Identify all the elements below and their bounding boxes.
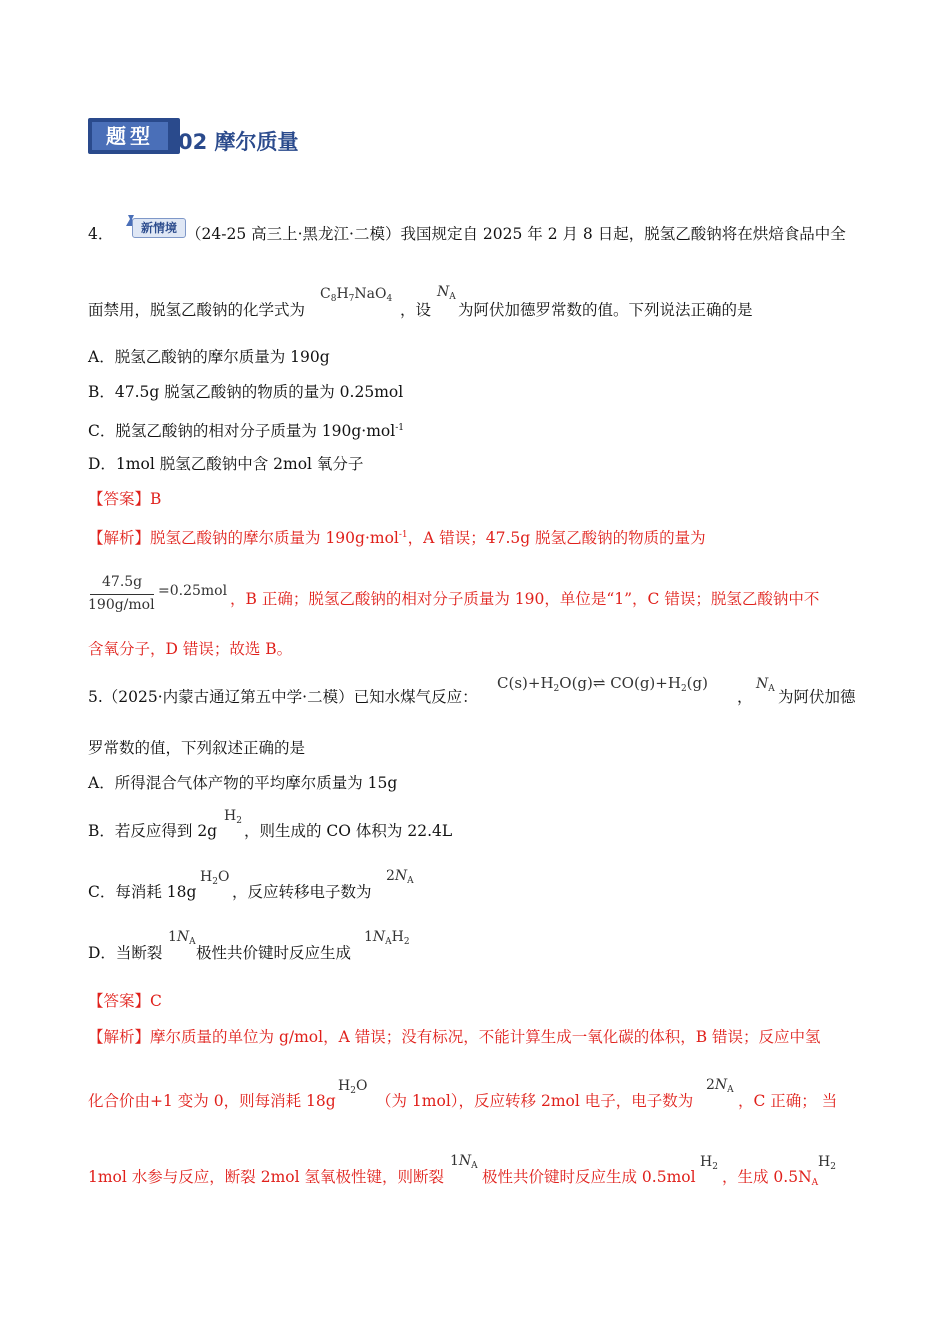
q4-formula: $C_8H_7NaO_4$ (320, 286, 393, 304)
q4-option-d: D．1mol 脱氢乙酸钠中含 2mol 氧分子 (88, 455, 364, 473)
q5-analysis-line2b: （为 1mol），反应转移 2mol 电子，电子数为 (376, 1092, 694, 1110)
q5-analysis-line3c: ，生成 $0.5N_A$ (722, 1168, 819, 1188)
q5-analysis-line3a: 1mol 水参与反应，断裂 2mol 氢氧极性键，则断裂 (88, 1168, 444, 1186)
q4-stem-line2b: ，设 (400, 301, 432, 319)
q5-analysis-line3b: 极性共价键时反应生成 0.5mol (482, 1168, 696, 1186)
q5-option-a: A．所得混合气体产物的平均摩尔质量为 15g (88, 774, 398, 792)
q5-stem-line2: 罗常数的值，下列叙述正确的是 (88, 739, 306, 757)
q5-analysis-number2: $1N_A$ (450, 1153, 478, 1171)
q5-stem-line1a: 5.（2025·内蒙古通辽第五中学·二模）已知水煤气反应： (88, 688, 478, 706)
q5-option-c-number: $2N_A$ (386, 868, 414, 886)
q4-analysis-line1: 【解析】脱氢乙酸钠的摩尔质量为 190g·mol$^{-1}$，A 错误；47.5g 脱氢乙酸钠的物质的量为 (88, 529, 706, 547)
section-badge-label: 题型 (92, 122, 168, 150)
q5-analysis-formula: $H_2O$ (338, 1078, 368, 1096)
q5-analysis-line2a: 化合价由+1 变为 0，则每消耗 18g (88, 1092, 336, 1110)
q4-na-symbol: $N_A$ (437, 284, 456, 302)
q5-stem-comma: ， (737, 688, 753, 706)
q4-option-a: A．脱氢乙酸钠的摩尔质量为 190g (88, 348, 330, 366)
q5-analysis-formula2: $H_2$ (700, 1154, 718, 1172)
q4-stem-line1: （24-25 高三上·黑龙江·二模）我国规定自 2025 年 2 月 8 日起，脱氢乙酸钠将在烘焙食品中全 (186, 225, 846, 243)
q4-option-c: C．脱氢乙酸钠的相对分子质量为 190g·mol$^{-1}$ (88, 422, 404, 440)
q5-analysis-line2c: ，C 正确； 当 (738, 1092, 838, 1110)
q5-option-c-a: C．每消耗 18g (88, 883, 197, 901)
q4-number: 4． (88, 225, 114, 243)
q5-stem-line1c: 为阿伏加德 (778, 688, 856, 706)
new-context-label: 新情境 (132, 218, 186, 238)
q5-option-d-product: $1N_AH_2$ (364, 929, 410, 947)
fraction-bar (90, 594, 154, 595)
q4-answer: 【答案】B (88, 490, 162, 508)
q5-option-d-b: 极性共价键时反应生成 (196, 944, 352, 962)
q5-reaction: $C(s)+H_2O(g)\rightleftharpoons$ $CO(g)+H_2(g)$ (497, 674, 708, 694)
q5-option-d-a: D．当断裂 (88, 944, 163, 962)
section-badge (88, 118, 180, 154)
q5-option-c-b: ，反应转移电子数为 (232, 883, 372, 901)
q4-analysis-line3: 含氧分子，D 错误；故选 B。 (88, 640, 293, 658)
q4-option-b: B．47.5g 脱氢乙酸钠的物质的量为 0.25mol (88, 383, 404, 401)
fraction-numerator: 47.5g (102, 574, 143, 590)
q5-option-b-a: B．若反应得到 2g (88, 822, 218, 840)
q5-analysis-formula3: $H_2$ (818, 1154, 836, 1172)
fraction-result: =0.25mol (158, 583, 228, 599)
q5-option-d-number: $1N_A$ (168, 929, 196, 947)
q5-option-b-b: ，则生成的 CO 体积为 22.4L (244, 822, 453, 840)
q5-analysis-line1: 【解析】摩尔质量的单位为 g/mol，A 错误；没有标况，不能计算生成一氧化碳的体积，B 错误；反应中氢 (88, 1028, 821, 1046)
q5-na-symbol: $N_A$ (756, 676, 775, 694)
q5-option-c-formula: $H_2O$ (200, 869, 230, 887)
q5-answer: 【答案】C (88, 992, 162, 1010)
q4-stem-line2a: 面禁用，脱氢乙酸钠的化学式为 (88, 301, 306, 319)
section-title: 02 摩尔质量 (178, 130, 299, 154)
q5-analysis-number: $2N_A$ (706, 1077, 734, 1095)
new-context-tag (124, 214, 184, 238)
q5-option-b-formula: $H_2$ (224, 808, 242, 826)
q4-stem-line2c: 为阿伏加德罗常数的值。下列说法正确的是 (458, 301, 753, 319)
fraction-denominator: 190g/mol (88, 597, 155, 613)
q4-analysis-line2: ，B 正确；脱氢乙酸钠的相对分子质量为 190，单位是“1”，C 错误；脱氢乙酸钠中不 (230, 590, 820, 608)
